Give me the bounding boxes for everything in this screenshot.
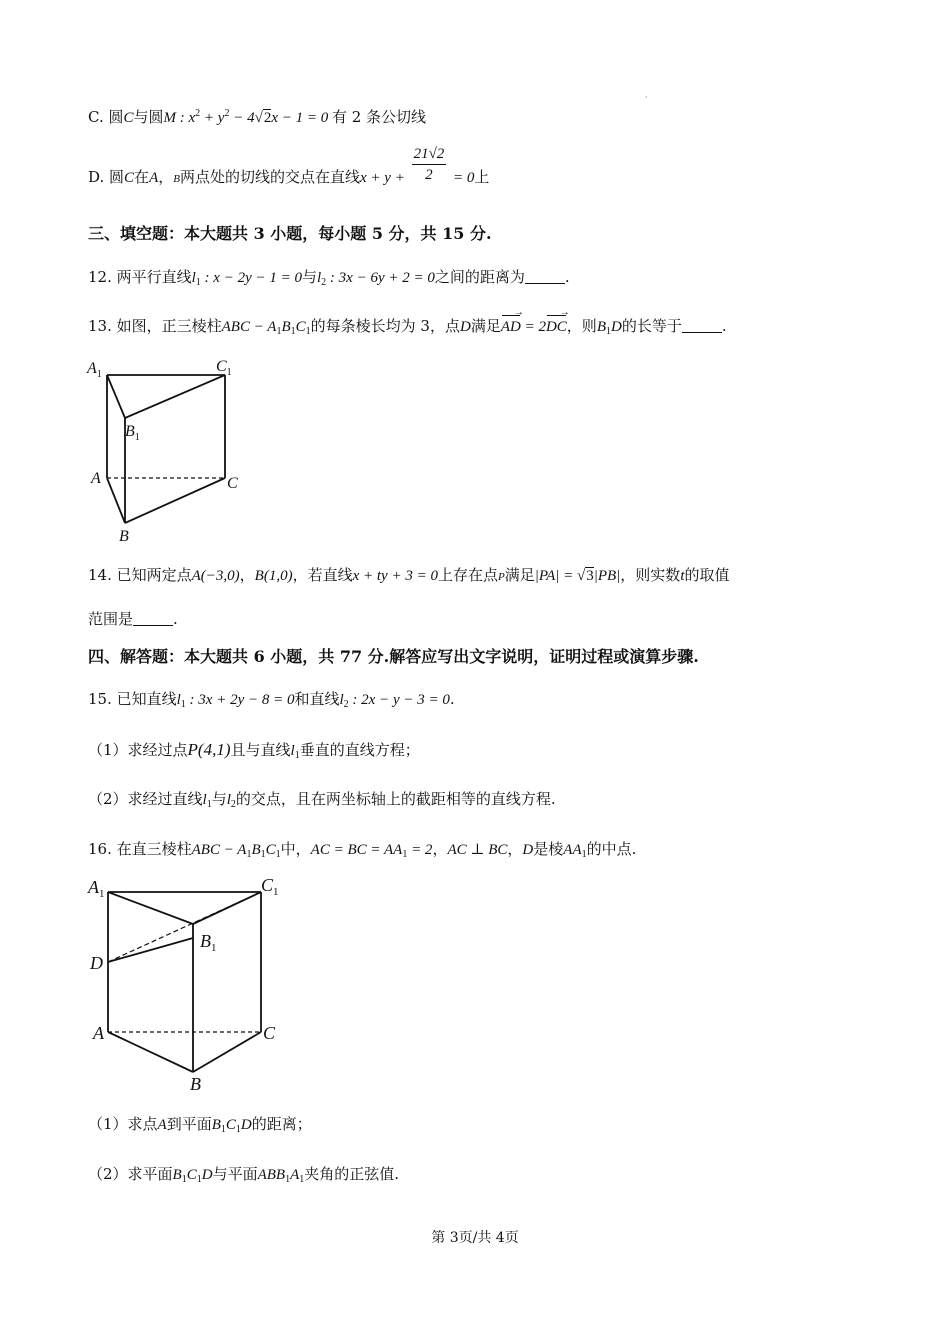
- label-a1: $A_1$: [88, 877, 105, 900]
- line-equation-right: = 0: [449, 170, 475, 186]
- q15-p2-tail: 的交点，且在两坐标轴上的截距相等的直线方程.: [235, 790, 556, 808]
- edge-aa1: $AA_1$: [563, 842, 587, 860]
- option-d-label: D. 圆: [88, 168, 125, 186]
- vector-relation: AD → = 2DC →: [501, 319, 567, 335]
- q16-t5: 的中点.: [586, 840, 637, 858]
- point-a: A: [157, 1117, 167, 1133]
- point-b: B(1,0): [254, 568, 293, 584]
- q16-t1: 中，: [280, 840, 311, 858]
- line-equation-left: x + y +: [360, 170, 409, 186]
- q14-line2-text: 范围是: [88, 610, 134, 628]
- prism-name: ABC − $A_1B_1C_1$: [191, 842, 281, 860]
- q13-t2: 满足: [470, 317, 501, 335]
- q14-t4: ，则实数: [620, 566, 681, 584]
- edge-b1c1: [125, 375, 225, 418]
- answer-blank: [525, 269, 565, 284]
- label-c: C: [263, 1023, 276, 1043]
- option-c-mid: 与圆: [133, 108, 164, 126]
- option-d-comma: ，: [158, 168, 174, 186]
- q15-end: .: [449, 690, 455, 708]
- segment-b1d: $B_1D$: [596, 319, 622, 337]
- option-c: [88, 104, 426, 128]
- q13-t1: 的每条棱长均为 3，点: [310, 317, 460, 335]
- question-15-part1: [88, 740, 420, 766]
- q15-p1-mid: 且与直线: [230, 741, 291, 759]
- circle-m: M: [163, 110, 177, 126]
- answer-blank: [682, 318, 722, 333]
- q15-p2-and: 与: [211, 790, 227, 808]
- label-a: A: [93, 1023, 104, 1043]
- edge-equality: AC = BC = $AA_1 = 2$: [310, 842, 433, 860]
- q12-mid: 与: [301, 268, 317, 286]
- q16-p2-pre: （2）求平面: [88, 1165, 173, 1183]
- label-c1: $C_1$: [216, 358, 232, 378]
- question-14-line2: [88, 609, 178, 629]
- option-d-tail: 上: [474, 168, 490, 186]
- q15-p1-tail: 垂直的直线方程；: [299, 741, 420, 759]
- segment-db1: [108, 938, 193, 962]
- option-c-label: C. 圆: [88, 108, 124, 126]
- distance-condition: |PA| = √3|PB|: [534, 568, 621, 584]
- question-14: [88, 565, 730, 587]
- figure-prism-13: [85, 355, 250, 550]
- line-l2: $l_2$ : 2x − y − 3 = 0: [339, 692, 450, 710]
- plane-b1c1d: $B_1C_1D$: [211, 1117, 252, 1135]
- question-16-part1: [88, 1114, 312, 1140]
- point-a: A(−3,0): [191, 568, 240, 584]
- q16-p1-pre: （1）求点: [88, 1115, 158, 1133]
- label-c: C: [227, 475, 238, 492]
- question-12: [88, 267, 570, 293]
- fraction-denominator: 2: [425, 166, 433, 183]
- circle-c: C: [123, 110, 134, 126]
- line-l1-ref: $l_1$: [290, 743, 300, 761]
- q16-t2: ，: [432, 840, 448, 858]
- q16-p1-mid: 到平面: [166, 1115, 212, 1133]
- perpendicular-relation: AC ⊥ BC: [447, 842, 508, 858]
- q14-t3: 满足: [504, 566, 535, 584]
- figure-prism-16: [85, 872, 295, 1097]
- variable-t: t: [680, 568, 685, 584]
- question-15: [88, 689, 455, 715]
- line-l1: $l_1$ : 3x + 2y − 8 = 0: [176, 692, 295, 710]
- q12-end: .: [564, 268, 570, 286]
- q14-end: .: [173, 610, 178, 628]
- edge-bc: [193, 1032, 261, 1072]
- q16-p1-tail: 的距离；: [251, 1115, 312, 1133]
- q16-t4: 是棱: [533, 840, 564, 858]
- question-16: [88, 839, 636, 865]
- point-p: P(4,1): [187, 740, 231, 759]
- label-b1: $B_1$: [200, 931, 217, 954]
- question-16-part2: [88, 1164, 399, 1190]
- fraction: [412, 144, 447, 185]
- prism-name: ABC − $A_1B_1C_1$: [221, 319, 311, 337]
- circle-c: C: [124, 170, 135, 186]
- point-a: A: [149, 170, 159, 186]
- q14-sep: ，: [239, 566, 255, 584]
- label-b: B: [119, 528, 129, 545]
- q14-t5: 的取值: [684, 566, 730, 584]
- line-l2-ref: $l_2$: [226, 792, 236, 810]
- q15-p2-pre: （2）求经过直线: [88, 790, 203, 808]
- point-d: D: [459, 319, 471, 335]
- label-a1: $A_1$: [87, 360, 102, 380]
- label-b1: $B_1$: [125, 423, 140, 443]
- edge-ab: [107, 478, 125, 523]
- label-d: D: [90, 953, 103, 973]
- edge-a1b1: [108, 892, 193, 924]
- q12-text: 12. 两平行直线: [88, 268, 192, 286]
- option-d: [88, 145, 490, 189]
- edge-a1b1: [107, 375, 125, 418]
- q13-t3: ，则: [566, 317, 597, 335]
- section-3-heading: 三、填空题：本大题共 3 小题，每小题 5 分，共 15 分.: [88, 224, 492, 243]
- q14-text: 14. 已知两定点: [88, 566, 192, 584]
- q13-t4: 的长等于: [621, 317, 682, 335]
- section-4-heading: 四、解答题：本大题共 6 小题，共 77 分.解答应写出文字说明，证明过程或演算步骤.: [88, 647, 699, 666]
- q16-p2-tail: 夹角的正弦值.: [304, 1165, 400, 1183]
- plane-b1c1d: $B_1C_1D$: [172, 1167, 213, 1185]
- q13-end: .: [721, 317, 727, 335]
- option-c-tail: 有 2 条公切线: [331, 108, 427, 126]
- edge-bc: [125, 478, 225, 523]
- question-13: [88, 316, 727, 342]
- q12-tail: 之间的距离为: [434, 268, 525, 286]
- option-d-at: 在: [134, 168, 150, 186]
- label-c1: $C_1$: [261, 875, 279, 898]
- q14-t1: ，若直线: [292, 566, 353, 584]
- option-d-mid: 两点处的切线的交点在直线: [179, 168, 360, 186]
- stray-dot: ·: [645, 93, 648, 102]
- page-footer: 第 3页/共 4页: [431, 1230, 519, 1246]
- circle-m-equation: : $x^2 + y^2 - 4√2x - 1 = 0$: [176, 108, 332, 126]
- point-d: D: [522, 842, 534, 858]
- answer-blank: [133, 611, 173, 626]
- q15-p1-pre: （1）求经过点: [88, 741, 188, 759]
- label-a: A: [91, 470, 101, 487]
- question-15-part2: [88, 789, 556, 815]
- line-l1-ref: $l_1$: [202, 792, 212, 810]
- q13-text: 13. 如图，正三棱柱: [88, 317, 222, 335]
- edge-ab: [108, 1032, 193, 1072]
- q16-t3: ，: [507, 840, 523, 858]
- line-l2: $l_2$ : 3x − 6y + 2 = 0: [317, 270, 435, 288]
- q15-text: 15. 已知直线: [88, 690, 177, 708]
- fraction-numerator: 21√2: [412, 144, 447, 165]
- q15-mid: 和直线: [294, 690, 340, 708]
- q16-p2-mid: 与平面: [212, 1165, 258, 1183]
- line-l1: $l_1$ : x − 2y − 1 = 0: [191, 270, 302, 288]
- line-equation: x + ty + 3 = 0: [352, 568, 438, 584]
- label-b: B: [190, 1074, 201, 1094]
- q16-text: 16. 在直三棱柱: [88, 840, 192, 858]
- plane-abb1a1: $ABB_1A_1$: [257, 1167, 305, 1185]
- q14-t2: 上存在点: [437, 566, 498, 584]
- point-p: P: [497, 571, 505, 583]
- point-b: B: [173, 173, 180, 185]
